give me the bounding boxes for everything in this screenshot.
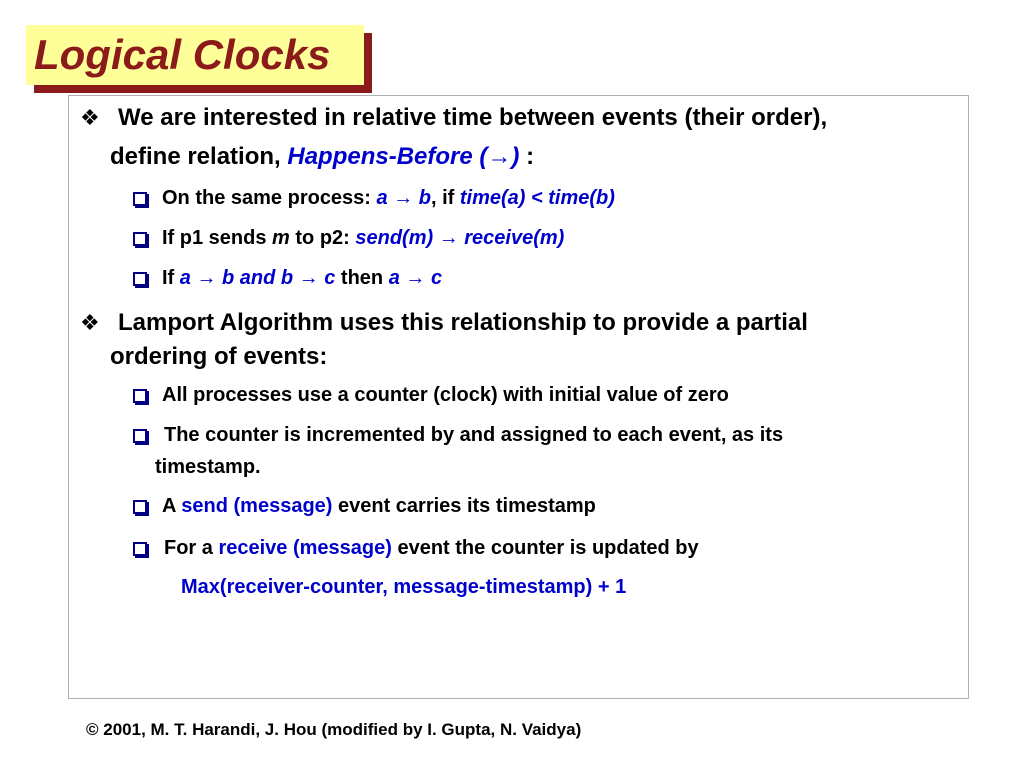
sub1-item-transitive: If a → b and b → c then a → c (162, 267, 443, 289)
sub1-item-same-process: On the same process: a → b, if time(a) < time(b) (162, 187, 615, 209)
sub2-item-increment-line1: The counter is incremented by and assigned to each event, as its (164, 424, 784, 446)
sub2-item-increment-line2: timestamp. (155, 456, 261, 478)
title-box (26, 25, 364, 85)
copyright-footer: © 2001, M. T. Harandi, J. Hou (modified by I. Gupta, N. Vaidya) (86, 720, 582, 739)
sub2-item-receive: For a receive (message) event the counter is updated by (164, 537, 699, 559)
checkbox-bullet-icon (133, 232, 147, 246)
sub1-item-send: If p1 sends m to p2: send(m) → receive(m) (162, 227, 565, 249)
diamond-bullet-icon: ❖ (80, 310, 100, 335)
sub2-item-send: A send (message) event carries its timestamp (162, 495, 596, 517)
checkbox-bullet-icon (133, 272, 147, 286)
slide-title: Logical Clocks (34, 31, 331, 78)
checkbox-bullet-icon (133, 500, 147, 514)
sub2-item-counter: All processes use a counter (clock) with initial value of zero (162, 384, 729, 406)
happens-before-term: Happens-Before (→) (287, 143, 520, 170)
bullet1-line2: define relation, Happens-Before (→) : (110, 143, 535, 170)
max-formula: Max(receiver-counter, message-timestamp) + 1 (181, 576, 627, 598)
bullet2-line2: ordering of events: (110, 343, 328, 370)
checkbox-bullet-icon (133, 192, 147, 206)
checkbox-bullet-icon (133, 429, 147, 443)
checkbox-bullet-icon (133, 542, 147, 556)
bullet1-line1: We are interested in relative time between events (their order), (118, 104, 828, 131)
diamond-bullet-icon: ❖ (80, 105, 100, 130)
checkbox-bullet-icon (133, 389, 147, 403)
bullet2-line1: Lamport Algorithm uses this relationship to provide a partial (118, 309, 808, 336)
